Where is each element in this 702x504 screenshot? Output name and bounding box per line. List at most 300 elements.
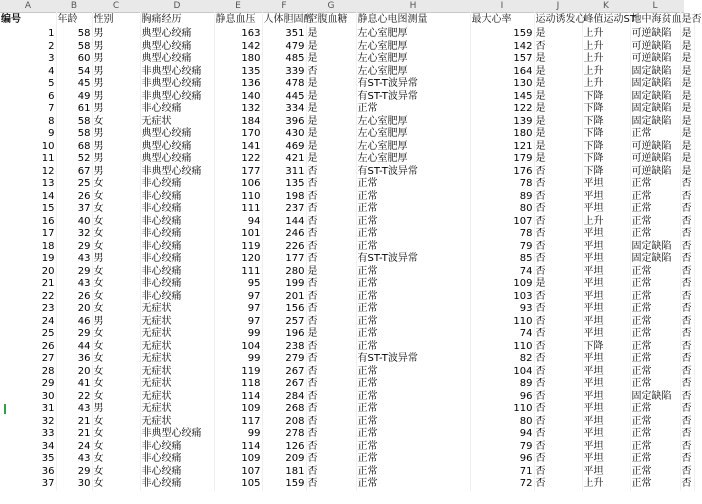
table-cell[interactable]: 下降 bbox=[582, 166, 630, 179]
table-cell[interactable]: 否 bbox=[680, 228, 694, 241]
table-cell[interactable]: 25 bbox=[56, 178, 92, 191]
table-cell[interactable]: 正常 bbox=[356, 428, 470, 441]
table-cell[interactable]: 否 bbox=[306, 466, 356, 479]
column-letter[interactable]: J bbox=[556, 1, 560, 11]
table-cell[interactable]: 78 bbox=[470, 178, 534, 191]
table-cell[interactable]: 无症状 bbox=[140, 378, 214, 391]
table-cell[interactable]: 126 bbox=[262, 441, 306, 454]
table-cell[interactable]: 女 bbox=[92, 191, 140, 204]
table-cell[interactable]: 正常 bbox=[356, 453, 470, 466]
table-cell[interactable]: 是 bbox=[680, 141, 694, 154]
table-cell[interactable]: 正常 bbox=[356, 278, 470, 291]
table-cell[interactable]: 否 bbox=[534, 366, 582, 379]
table-cell[interactable]: 无症状 bbox=[140, 116, 214, 129]
table-cell[interactable]: 否 bbox=[680, 403, 694, 416]
table-cell[interactable]: 女 bbox=[92, 216, 140, 229]
table-cell[interactable]: 280 bbox=[262, 266, 306, 279]
table-cell[interactable]: 平坦 bbox=[582, 253, 630, 266]
table-cell[interactable]: 26 bbox=[56, 191, 92, 204]
table-cell[interactable]: 非心绞痛 bbox=[140, 191, 214, 204]
table-cell[interactable]: 女 bbox=[92, 203, 140, 216]
table-cell[interactable]: 正常 bbox=[630, 441, 680, 454]
table-cell[interactable]: 固定缺陷 bbox=[630, 78, 680, 91]
table-cell[interactable]: 109 bbox=[214, 453, 262, 466]
table-cell[interactable]: 正常 bbox=[630, 191, 680, 204]
table-cell[interactable]: 177 bbox=[262, 253, 306, 266]
table-cell[interactable]: 非心绞痛 bbox=[140, 203, 214, 216]
table-cell[interactable]: 正常 bbox=[630, 203, 680, 216]
table-cell[interactable]: 396 bbox=[262, 116, 306, 129]
table-cell[interactable]: 可逆缺陷 bbox=[630, 153, 680, 166]
table-cell[interactable]: 110 bbox=[214, 191, 262, 204]
table-cell[interactable]: 176 bbox=[470, 166, 534, 179]
table-cell[interactable]: 26 bbox=[0, 341, 56, 354]
table-cell[interactable]: 正常 bbox=[630, 428, 680, 441]
table-cell[interactable]: 平坦 bbox=[582, 391, 630, 404]
header-cell[interactable]: 空腹血糖 bbox=[306, 12, 356, 28]
table-cell[interactable]: 334 bbox=[262, 103, 306, 116]
table-cell[interactable]: 有ST-T波异常 bbox=[356, 78, 470, 91]
table-cell[interactable]: 351 bbox=[262, 28, 306, 41]
table-cell[interactable]: 女 bbox=[92, 391, 140, 404]
table-cell[interactable]: 女 bbox=[92, 466, 140, 479]
table-cell[interactable]: 下降 bbox=[582, 141, 630, 154]
table-cell[interactable]: 女 bbox=[92, 428, 140, 441]
table-cell[interactable]: 29 bbox=[56, 241, 92, 254]
table-cell[interactable]: 下降 bbox=[582, 153, 630, 166]
table-cell[interactable]: 女 bbox=[92, 353, 140, 366]
table-cell[interactable]: 正常 bbox=[630, 278, 680, 291]
table-cell[interactable]: 平坦 bbox=[582, 228, 630, 241]
table-cell[interactable]: 非心绞痛 bbox=[140, 291, 214, 304]
table-cell[interactable]: 是 bbox=[534, 91, 582, 104]
header-cell[interactable]: 编号 bbox=[0, 12, 56, 28]
table-cell[interactable]: 平坦 bbox=[582, 178, 630, 191]
table-cell[interactable]: 284 bbox=[262, 391, 306, 404]
header-cell[interactable]: 最大心率 bbox=[470, 12, 534, 28]
table-cell[interactable]: 否 bbox=[534, 441, 582, 454]
table-cell[interactable]: 否 bbox=[680, 328, 694, 341]
table-cell[interactable]: 142 bbox=[214, 41, 262, 54]
table-cell[interactable]: 99 bbox=[214, 353, 262, 366]
table-cell[interactable]: 男 bbox=[92, 53, 140, 66]
table-cell[interactable]: 267 bbox=[262, 366, 306, 379]
table-cell[interactable]: 否 bbox=[680, 353, 694, 366]
table-cell[interactable]: 平坦 bbox=[582, 453, 630, 466]
table-cell[interactable]: 否 bbox=[680, 291, 694, 304]
table-cell[interactable]: 平坦 bbox=[582, 316, 630, 329]
header-cell[interactable]: 静息心电图测量 bbox=[356, 12, 470, 28]
table-cell[interactable]: 否 bbox=[534, 428, 582, 441]
table-cell[interactable]: 正常 bbox=[356, 328, 470, 341]
table-cell[interactable]: 2 bbox=[0, 41, 56, 54]
table-cell[interactable]: 是 bbox=[306, 41, 356, 54]
table-cell[interactable]: 209 bbox=[262, 453, 306, 466]
table-cell[interactable]: 正常 bbox=[356, 391, 470, 404]
table-cell[interactable]: 是 bbox=[680, 128, 694, 141]
table-cell[interactable]: 25 bbox=[0, 328, 56, 341]
table-cell[interactable]: 平坦 bbox=[582, 266, 630, 279]
table-cell[interactable]: 85 bbox=[470, 253, 534, 266]
table-cell[interactable]: 否 bbox=[306, 66, 356, 79]
table-cell[interactable]: 28 bbox=[0, 366, 56, 379]
table-cell[interactable]: 142 bbox=[470, 41, 534, 54]
table-cell[interactable]: 16 bbox=[0, 216, 56, 229]
table-cell[interactable]: 无症状 bbox=[140, 416, 214, 429]
table-cell[interactable]: 132 bbox=[214, 103, 262, 116]
table-cell[interactable]: 268 bbox=[262, 403, 306, 416]
table-cell[interactable]: 32 bbox=[0, 416, 56, 429]
table-cell[interactable]: 正常 bbox=[630, 403, 680, 416]
table-cell[interactable]: 8 bbox=[0, 116, 56, 129]
table-cell[interactable]: 58 bbox=[56, 128, 92, 141]
table-cell[interactable]: 159 bbox=[470, 28, 534, 41]
column-letter[interactable]: F bbox=[281, 1, 287, 11]
table-cell[interactable]: 36 bbox=[0, 466, 56, 479]
table-cell[interactable]: 67 bbox=[56, 166, 92, 179]
table-cell[interactable]: 正常 bbox=[356, 403, 470, 416]
table-cell[interactable]: 33 bbox=[0, 428, 56, 441]
table-cell[interactable]: 是 bbox=[680, 28, 694, 41]
table-cell[interactable]: 女 bbox=[92, 441, 140, 454]
table-cell[interactable]: 94 bbox=[470, 428, 534, 441]
table-cell[interactable]: 正常 bbox=[630, 178, 680, 191]
column-letter[interactable]: D bbox=[173, 1, 181, 11]
table-cell[interactable]: 平坦 bbox=[582, 353, 630, 366]
table-cell[interactable]: 非心绞痛 bbox=[140, 453, 214, 466]
table-cell[interactable]: 男 bbox=[92, 28, 140, 41]
table-cell[interactable]: 女 bbox=[92, 116, 140, 129]
table-cell[interactable]: 左心室肥厚 bbox=[356, 116, 470, 129]
table-cell[interactable]: 典型心绞痛 bbox=[140, 141, 214, 154]
table-cell[interactable]: 否 bbox=[306, 478, 356, 491]
table-cell[interactable]: 否 bbox=[680, 216, 694, 229]
table-cell[interactable]: 157 bbox=[470, 53, 534, 66]
table-cell[interactable]: 30 bbox=[0, 391, 56, 404]
table-cell[interactable]: 17 bbox=[0, 228, 56, 241]
table-cell[interactable]: 可逆缺陷 bbox=[630, 141, 680, 154]
table-cell[interactable]: 平坦 bbox=[582, 328, 630, 341]
table-cell[interactable]: 否 bbox=[680, 203, 694, 216]
table-cell[interactable]: 21 bbox=[56, 428, 92, 441]
table-cell[interactable]: 正常 bbox=[630, 303, 680, 316]
table-cell[interactable]: 24 bbox=[0, 316, 56, 329]
table-cell[interactable]: 固定缺陷 bbox=[630, 241, 680, 254]
table-cell[interactable]: 237 bbox=[262, 203, 306, 216]
table-cell[interactable]: 否 bbox=[534, 416, 582, 429]
table-cell[interactable]: 否 bbox=[680, 378, 694, 391]
table-cell[interactable]: 199 bbox=[262, 278, 306, 291]
table-cell[interactable]: 是 bbox=[680, 166, 694, 179]
table-cell[interactable]: 否 bbox=[306, 166, 356, 179]
table-cell[interactable]: 左心室肥厚 bbox=[356, 128, 470, 141]
table-cell[interactable]: 平坦 bbox=[582, 203, 630, 216]
table-cell[interactable]: 否 bbox=[534, 241, 582, 254]
table-cell[interactable]: 否 bbox=[534, 453, 582, 466]
table-cell[interactable]: 80 bbox=[470, 416, 534, 429]
table-cell[interactable]: 否 bbox=[306, 191, 356, 204]
table-cell[interactable]: 37 bbox=[56, 203, 92, 216]
table-cell[interactable]: 208 bbox=[262, 416, 306, 429]
table-cell[interactable]: 9 bbox=[0, 128, 56, 141]
table-cell[interactable]: 180 bbox=[470, 128, 534, 141]
table-cell[interactable]: 正常 bbox=[630, 266, 680, 279]
table-cell[interactable]: 61 bbox=[56, 103, 92, 116]
table-cell[interactable]: 非心绞痛 bbox=[140, 216, 214, 229]
table-cell[interactable]: 正常 bbox=[630, 228, 680, 241]
table-cell[interactable]: 否 bbox=[680, 178, 694, 191]
table-cell[interactable]: 男 bbox=[92, 41, 140, 54]
table-cell[interactable]: 典型心绞痛 bbox=[140, 53, 214, 66]
table-cell[interactable]: 是 bbox=[534, 53, 582, 66]
table-cell[interactable]: 非典型心绞痛 bbox=[140, 428, 214, 441]
table-cell[interactable]: 正常 bbox=[630, 128, 680, 141]
table-cell[interactable]: 是 bbox=[534, 103, 582, 116]
table-cell[interactable]: 43 bbox=[56, 453, 92, 466]
table-cell[interactable]: 可逆缺陷 bbox=[630, 28, 680, 41]
table-cell[interactable]: 是 bbox=[306, 141, 356, 154]
table-cell[interactable]: 109 bbox=[214, 403, 262, 416]
column-letter[interactable]: K bbox=[603, 1, 609, 11]
table-cell[interactable]: 257 bbox=[262, 316, 306, 329]
table-cell[interactable]: 平坦 bbox=[582, 441, 630, 454]
header-cell[interactable]: 人体胆固醇 bbox=[262, 12, 306, 28]
table-cell[interactable]: 11 bbox=[0, 153, 56, 166]
table-cell[interactable]: 89 bbox=[470, 191, 534, 204]
table-cell[interactable]: 上升 bbox=[582, 478, 630, 491]
table-cell[interactable]: 平坦 bbox=[582, 466, 630, 479]
table-cell[interactable]: 有ST-T波异常 bbox=[356, 166, 470, 179]
table-cell[interactable]: 正常 bbox=[356, 241, 470, 254]
table-cell[interactable]: 正常 bbox=[630, 216, 680, 229]
table-cell[interactable]: 平坦 bbox=[582, 191, 630, 204]
table-cell[interactable]: 女 bbox=[92, 291, 140, 304]
table-cell[interactable]: 94 bbox=[214, 216, 262, 229]
table-cell[interactable]: 下降 bbox=[582, 91, 630, 104]
table-cell[interactable]: 否 bbox=[306, 416, 356, 429]
table-cell[interactable]: 正常 bbox=[630, 353, 680, 366]
table-cell[interactable]: 否 bbox=[534, 391, 582, 404]
table-cell[interactable]: 固定缺陷 bbox=[630, 91, 680, 104]
table-cell[interactable]: 左心室肥厚 bbox=[356, 28, 470, 41]
table-cell[interactable]: 是 bbox=[680, 153, 694, 166]
table-cell[interactable]: 平坦 bbox=[582, 241, 630, 254]
table-cell[interactable]: 否 bbox=[306, 241, 356, 254]
table-cell[interactable]: 1 bbox=[0, 28, 56, 41]
header-cell[interactable]: 胸痛经历 bbox=[140, 12, 214, 28]
table-cell[interactable]: 71 bbox=[470, 466, 534, 479]
table-cell[interactable]: 101 bbox=[214, 228, 262, 241]
table-cell[interactable]: 278 bbox=[262, 428, 306, 441]
table-cell[interactable]: 106 bbox=[214, 178, 262, 191]
table-cell[interactable]: 男 bbox=[92, 103, 140, 116]
table-cell[interactable]: 99 bbox=[214, 328, 262, 341]
table-cell[interactable]: 485 bbox=[262, 53, 306, 66]
table-cell[interactable]: 122 bbox=[470, 103, 534, 116]
table-cell[interactable]: 27 bbox=[0, 353, 56, 366]
table-cell[interactable]: 男 bbox=[92, 78, 140, 91]
table-cell[interactable]: 否 bbox=[680, 191, 694, 204]
table-cell[interactable]: 有ST-T波异常 bbox=[356, 253, 470, 266]
table-cell[interactable]: 否 bbox=[534, 41, 582, 54]
table-cell[interactable]: 41 bbox=[56, 378, 92, 391]
table-cell[interactable]: 非心绞痛 bbox=[140, 178, 214, 191]
table-cell[interactable]: 119 bbox=[214, 241, 262, 254]
table-cell[interactable]: 正常 bbox=[356, 178, 470, 191]
table-cell[interactable]: 37 bbox=[0, 478, 56, 491]
table-cell[interactable]: 29 bbox=[56, 328, 92, 341]
table-cell[interactable]: 否 bbox=[306, 441, 356, 454]
table-cell[interactable]: 非典型心绞痛 bbox=[140, 91, 214, 104]
table-cell[interactable]: 上升 bbox=[582, 216, 630, 229]
table-cell[interactable]: 135 bbox=[214, 66, 262, 79]
table-cell[interactable]: 26 bbox=[56, 291, 92, 304]
table-cell[interactable]: 是 bbox=[306, 153, 356, 166]
table-cell[interactable]: 否 bbox=[680, 366, 694, 379]
table-cell[interactable]: 43 bbox=[56, 403, 92, 416]
table-cell[interactable]: 80 bbox=[470, 203, 534, 216]
table-cell[interactable]: 107 bbox=[470, 216, 534, 229]
table-cell[interactable]: 男 bbox=[92, 253, 140, 266]
table-cell[interactable]: 164 bbox=[470, 66, 534, 79]
table-cell[interactable]: 可逆缺陷 bbox=[630, 41, 680, 54]
table-cell[interactable]: 否 bbox=[680, 428, 694, 441]
table-cell[interactable]: 左心室肥厚 bbox=[356, 53, 470, 66]
table-cell[interactable]: 78 bbox=[470, 228, 534, 241]
table-cell[interactable]: 68 bbox=[56, 141, 92, 154]
table-cell[interactable]: 否 bbox=[534, 478, 582, 491]
table-cell[interactable]: 非心绞痛 bbox=[140, 103, 214, 116]
table-cell[interactable]: 196 bbox=[262, 328, 306, 341]
table-cell[interactable]: 24 bbox=[56, 441, 92, 454]
table-cell[interactable]: 31 bbox=[0, 403, 56, 416]
table-cell[interactable]: 40 bbox=[56, 216, 92, 229]
table-cell[interactable]: 正常 bbox=[356, 441, 470, 454]
table-cell[interactable]: 平坦 bbox=[582, 278, 630, 291]
table-cell[interactable]: 女 bbox=[92, 341, 140, 354]
table-cell[interactable]: 否 bbox=[534, 316, 582, 329]
table-cell[interactable]: 是 bbox=[534, 28, 582, 41]
table-cell[interactable]: 74 bbox=[470, 328, 534, 341]
table-cell[interactable]: 是 bbox=[680, 41, 694, 54]
table-cell[interactable]: 否 bbox=[534, 341, 582, 354]
table-cell[interactable]: 是 bbox=[534, 78, 582, 91]
table-cell[interactable]: 是 bbox=[306, 328, 356, 341]
table-cell[interactable]: 58 bbox=[56, 41, 92, 54]
table-cell[interactable]: 典型心绞痛 bbox=[140, 128, 214, 141]
table-cell[interactable]: 135 bbox=[262, 178, 306, 191]
table-cell[interactable]: 74 bbox=[470, 266, 534, 279]
table-cell[interactable]: 311 bbox=[262, 166, 306, 179]
table-cell[interactable]: 32 bbox=[56, 228, 92, 241]
table-cell[interactable]: 固定缺陷 bbox=[630, 253, 680, 266]
table-cell[interactable]: 男 bbox=[92, 66, 140, 79]
table-cell[interactable]: 非心绞痛 bbox=[140, 253, 214, 266]
table-cell[interactable]: 是 bbox=[306, 103, 356, 116]
table-cell[interactable]: 97 bbox=[214, 291, 262, 304]
table-cell[interactable]: 22 bbox=[56, 391, 92, 404]
table-cell[interactable]: 否 bbox=[306, 228, 356, 241]
header-cell[interactable]: 地中海贫血 bbox=[630, 12, 680, 28]
table-cell[interactable]: 30 bbox=[56, 478, 92, 491]
table-cell[interactable]: 201 bbox=[262, 291, 306, 304]
table-cell[interactable]: 15 bbox=[0, 203, 56, 216]
table-cell[interactable]: 正常 bbox=[630, 478, 680, 491]
table-cell[interactable]: 否 bbox=[534, 253, 582, 266]
table-cell[interactable]: 58 bbox=[56, 28, 92, 41]
table-cell[interactable]: 12 bbox=[0, 166, 56, 179]
table-cell[interactable]: 79 bbox=[470, 241, 534, 254]
table-cell[interactable]: 96 bbox=[470, 453, 534, 466]
table-cell[interactable]: 49 bbox=[56, 91, 92, 104]
table-cell[interactable]: 3 bbox=[0, 53, 56, 66]
table-cell[interactable]: 男 bbox=[92, 316, 140, 329]
table-cell[interactable]: 下降 bbox=[582, 103, 630, 116]
table-cell[interactable]: 否 bbox=[680, 453, 694, 466]
table-cell[interactable]: 正常 bbox=[356, 378, 470, 391]
table-cell[interactable]: 正常 bbox=[630, 291, 680, 304]
table-cell[interactable]: 否 bbox=[680, 416, 694, 429]
table-cell[interactable]: 是 bbox=[306, 116, 356, 129]
table-cell[interactable]: 否 bbox=[534, 303, 582, 316]
table-cell[interactable]: 左心室肥厚 bbox=[356, 41, 470, 54]
table-cell[interactable]: 非心绞痛 bbox=[140, 466, 214, 479]
table-cell[interactable]: 否 bbox=[306, 216, 356, 229]
table-cell[interactable]: 58 bbox=[56, 116, 92, 129]
table-cell[interactable]: 是 bbox=[680, 53, 694, 66]
table-cell[interactable]: 60 bbox=[56, 53, 92, 66]
table-cell[interactable]: 226 bbox=[262, 241, 306, 254]
table-cell[interactable]: 52 bbox=[56, 153, 92, 166]
table-cell[interactable]: 否 bbox=[534, 353, 582, 366]
table-cell[interactable]: 正常 bbox=[356, 228, 470, 241]
table-cell[interactable]: 否 bbox=[306, 291, 356, 304]
table-cell[interactable]: 固定缺陷 bbox=[630, 116, 680, 129]
table-cell[interactable]: 无症状 bbox=[140, 366, 214, 379]
table-cell[interactable]: 否 bbox=[534, 216, 582, 229]
table-cell[interactable]: 平坦 bbox=[582, 416, 630, 429]
table-cell[interactable]: 否 bbox=[534, 228, 582, 241]
table-cell[interactable]: 104 bbox=[214, 341, 262, 354]
table-cell[interactable]: 89 bbox=[470, 378, 534, 391]
table-cell[interactable]: 184 bbox=[214, 116, 262, 129]
table-cell[interactable]: 否 bbox=[306, 428, 356, 441]
table-cell[interactable]: 35 bbox=[0, 453, 56, 466]
table-cell[interactable]: 女 bbox=[92, 278, 140, 291]
table-cell[interactable]: 110 bbox=[470, 316, 534, 329]
table-cell[interactable]: 479 bbox=[262, 41, 306, 54]
table-cell[interactable]: 正常 bbox=[630, 466, 680, 479]
table-cell[interactable]: 平坦 bbox=[582, 303, 630, 316]
column-letter[interactable]: G bbox=[327, 1, 335, 11]
table-cell[interactable]: 否 bbox=[534, 466, 582, 479]
table-cell[interactable]: 177 bbox=[214, 166, 262, 179]
table-cell[interactable]: 10 bbox=[0, 141, 56, 154]
table-cell[interactable]: 121 bbox=[470, 141, 534, 154]
table-cell[interactable]: 无症状 bbox=[140, 341, 214, 354]
table-cell[interactable]: 女 bbox=[92, 378, 140, 391]
table-cell[interactable]: 正常 bbox=[356, 266, 470, 279]
table-cell[interactable]: 114 bbox=[214, 441, 262, 454]
table-cell[interactable]: 是 bbox=[680, 78, 694, 91]
table-cell[interactable]: 21 bbox=[56, 416, 92, 429]
table-cell[interactable]: 109 bbox=[470, 278, 534, 291]
table-cell[interactable]: 111 bbox=[214, 203, 262, 216]
table-cell[interactable]: 固定缺陷 bbox=[630, 66, 680, 79]
table-cell[interactable]: 上升 bbox=[582, 66, 630, 79]
table-cell[interactable]: 114 bbox=[214, 391, 262, 404]
table-cell[interactable]: 45 bbox=[56, 78, 92, 91]
